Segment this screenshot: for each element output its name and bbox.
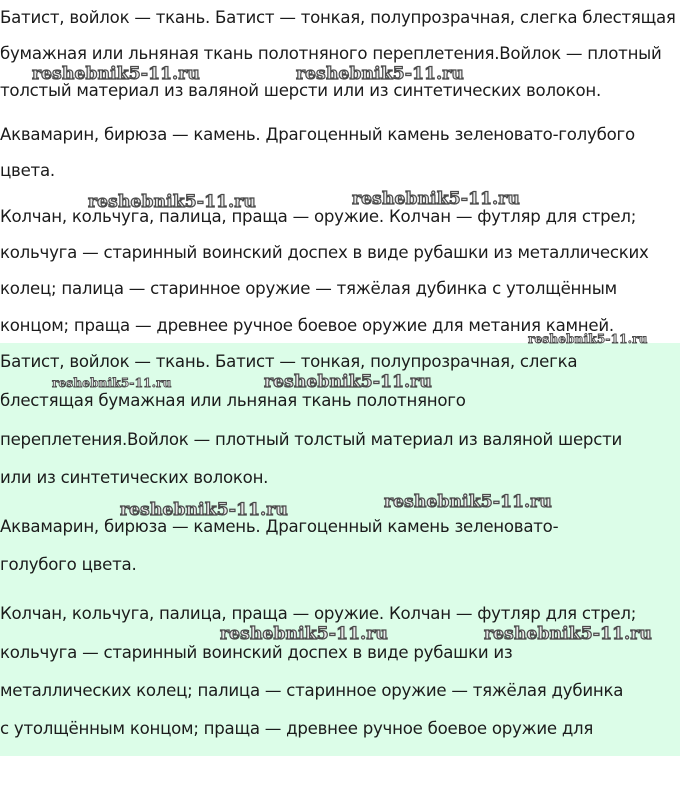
text-line: переплетения.Войлок — плотный толстый материал из валяной шерсти bbox=[0, 430, 623, 449]
watermark: reshebnik5-11.ru bbox=[264, 372, 432, 392]
text-line: цвета. bbox=[0, 161, 55, 180]
text-line: концом; праща — древнее ручное боевое оружие для метания камней. bbox=[0, 316, 614, 335]
watermark: reshebnik5-11.ru bbox=[220, 624, 388, 644]
text-line: колец; палица — старинное оружие — тяжёлая дубинка с утолщённым bbox=[0, 279, 617, 298]
text-line: Колчан, кольчуга, палица, праща — оружие. Колчан — футляр для стрел; bbox=[0, 604, 637, 623]
watermark: reshebnik5-11.ru bbox=[484, 624, 652, 644]
text-line: Колчан, кольчуга, палица, праща — оружие. Колчан — футляр для стрел; bbox=[0, 207, 637, 226]
text-line: Аквамарин, бирюза — камень. Драгоценный камень зеленовато-голубого bbox=[0, 125, 635, 144]
text-line: кольчуга — старинный воинский доспех в виде рубашки из bbox=[0, 643, 513, 662]
text-line: толстый материал из валяной шерсти или из синтетических волокон. bbox=[0, 81, 601, 100]
watermark: reshebnik5-11.ru bbox=[384, 492, 552, 512]
text-line: блестящая бумажная или льняная ткань полотняного bbox=[0, 391, 466, 410]
text-line: металлических колец; палица — старинное оружие — тяжёлая дубинка bbox=[0, 681, 624, 700]
watermark: reshebnik5-11.ru bbox=[32, 64, 200, 84]
watermark: reshebnik5-11.ru bbox=[528, 332, 648, 346]
watermark: reshebnik5-11.ru bbox=[296, 64, 464, 84]
text-line: Аквамарин, бирюза — камень. Драгоценный камень зеленовато- bbox=[0, 517, 559, 536]
watermark: reshebnik5-11.ru bbox=[88, 192, 256, 212]
text-line: или из синтетических волокон. bbox=[0, 468, 269, 487]
watermark: reshebnik5-11.ru bbox=[120, 500, 288, 520]
text-line: Батист, войлок — ткань. Батист — тонкая, полупрозрачная, слегка bbox=[0, 352, 578, 371]
text-line: бумажная или льняная ткань полотняного переплетения.Войлок — плотный bbox=[0, 44, 662, 63]
text-line: голубого цвета. bbox=[0, 555, 137, 574]
text-line: кольчуга — старинный воинский доспех в виде рубашки из металлических bbox=[0, 243, 649, 262]
text-line: с утолщённым концом; праща — древнее ручное боевое оружие для bbox=[0, 719, 594, 738]
watermark: reshebnik5-11.ru bbox=[352, 189, 520, 209]
text-line: Батист, войлок — ткань. Батист — тонкая, полупрозрачная, слегка блестящая bbox=[0, 8, 676, 27]
watermark: reshebnik5-11.ru bbox=[52, 376, 172, 390]
